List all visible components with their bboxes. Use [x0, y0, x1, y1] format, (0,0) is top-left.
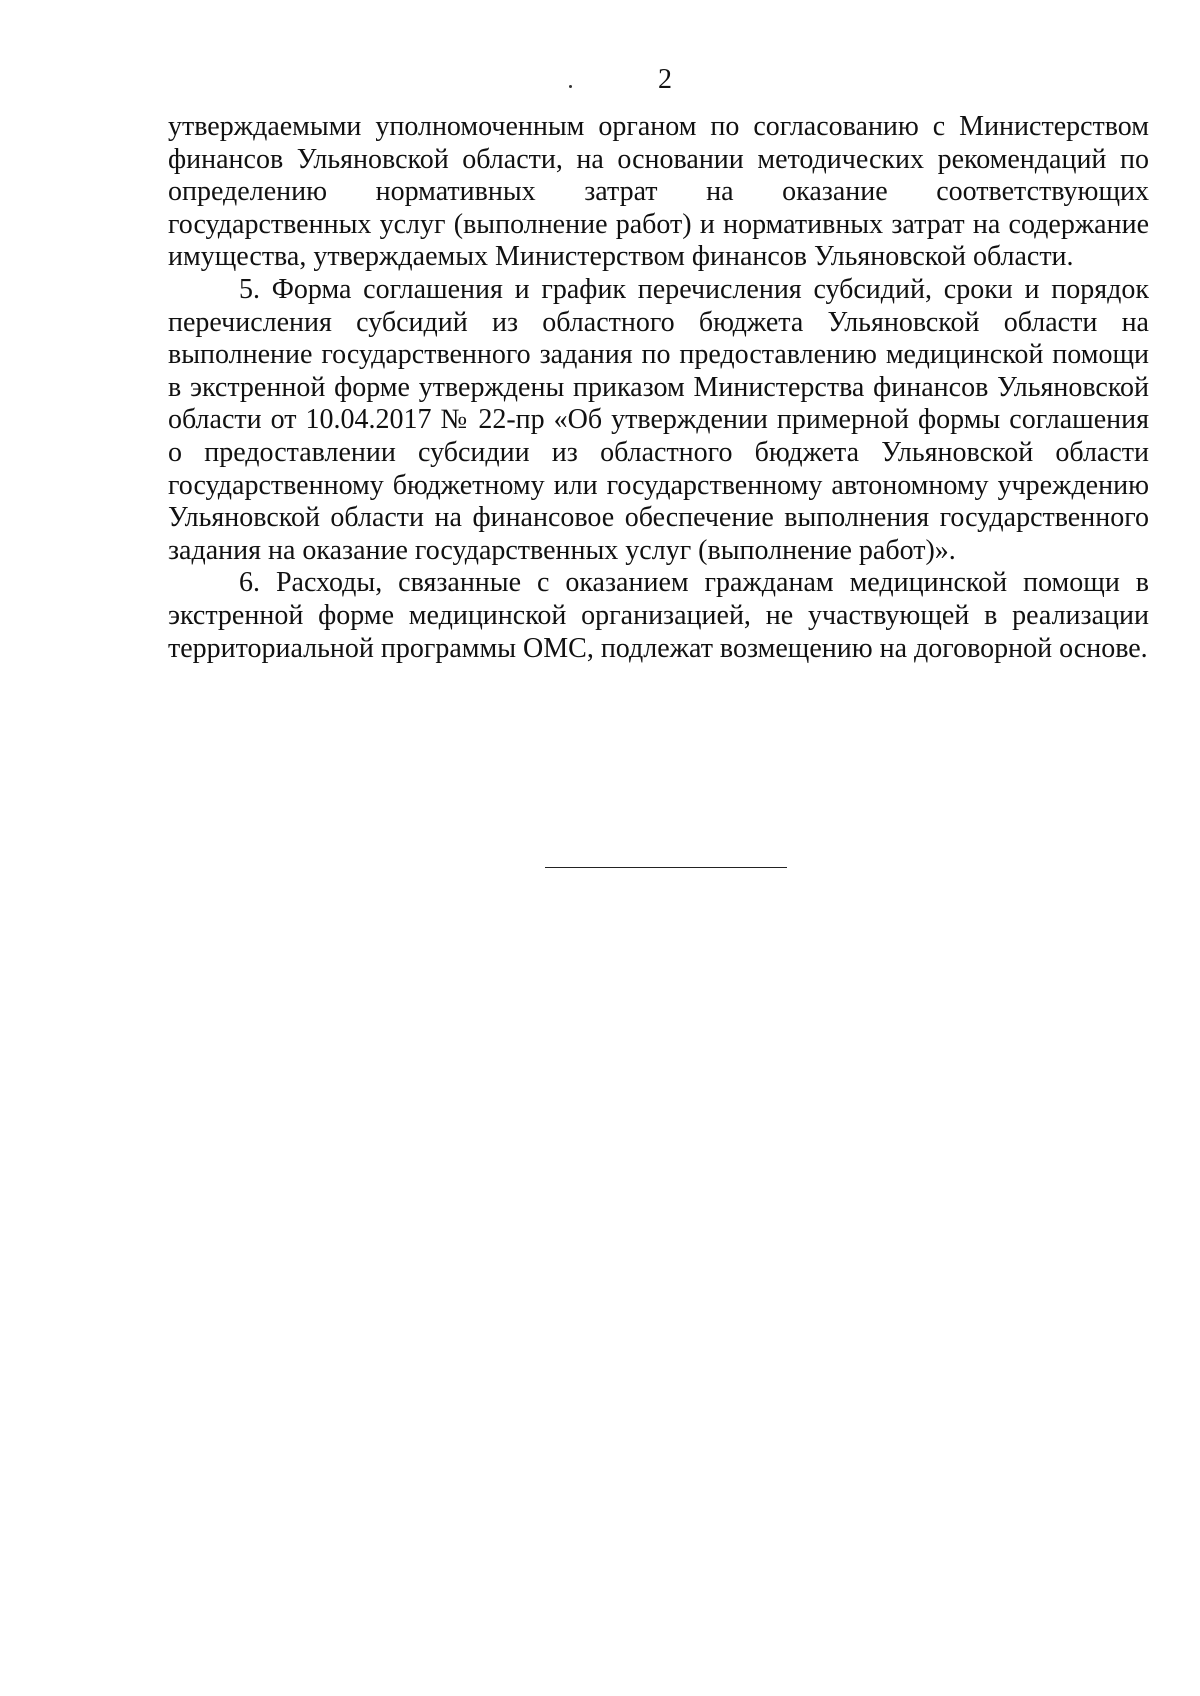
end-separator-line [545, 867, 787, 868]
paragraph-item-5: 5. Форма соглашения и график перечисления субсидий, сроки и порядок перечисления субсидий из областного бюджета Ульяновской области на выполнение государственного задания по предоставлению медицинской помощи в экстренной форме утверждены приказом Министерства финансов Ульяновской области от 10.04.2017 № 22-пр «Об утверждении примерной формы соглашения о предоставлении субсидии из областного бюджета Ульяновской области государственному бюджетному или государственному автономному учреждению Ульяновской области на финансовое обеспечение выполнения государственного задания на оказание государственных услуг (выполнение работ)». [168, 273, 1149, 566]
scan-speck [569, 85, 572, 88]
page-number: 2 [658, 64, 672, 95]
document-body [168, 111, 1149, 665]
paragraph-item-6: 6. Расходы, связанные с оказанием гражданам медицинской помощи в экстренной форме медицинской организацией, не участвующей в реализации территориальной программы ОМС, подлежат возмещению на договорной основе. [168, 567, 1149, 664]
paragraph-continuation: утверждаемыми уполномоченным органом по согласованию с Министерством финансов Ульяновской области, на основании методических рекомендаций по определению нормативных затрат на оказание соответствующих государственных услуг (выполнение работ) и нормативных затрат на содержание имущества, утверждаемых Министерством финансов Ульяновской области. [168, 111, 1149, 273]
